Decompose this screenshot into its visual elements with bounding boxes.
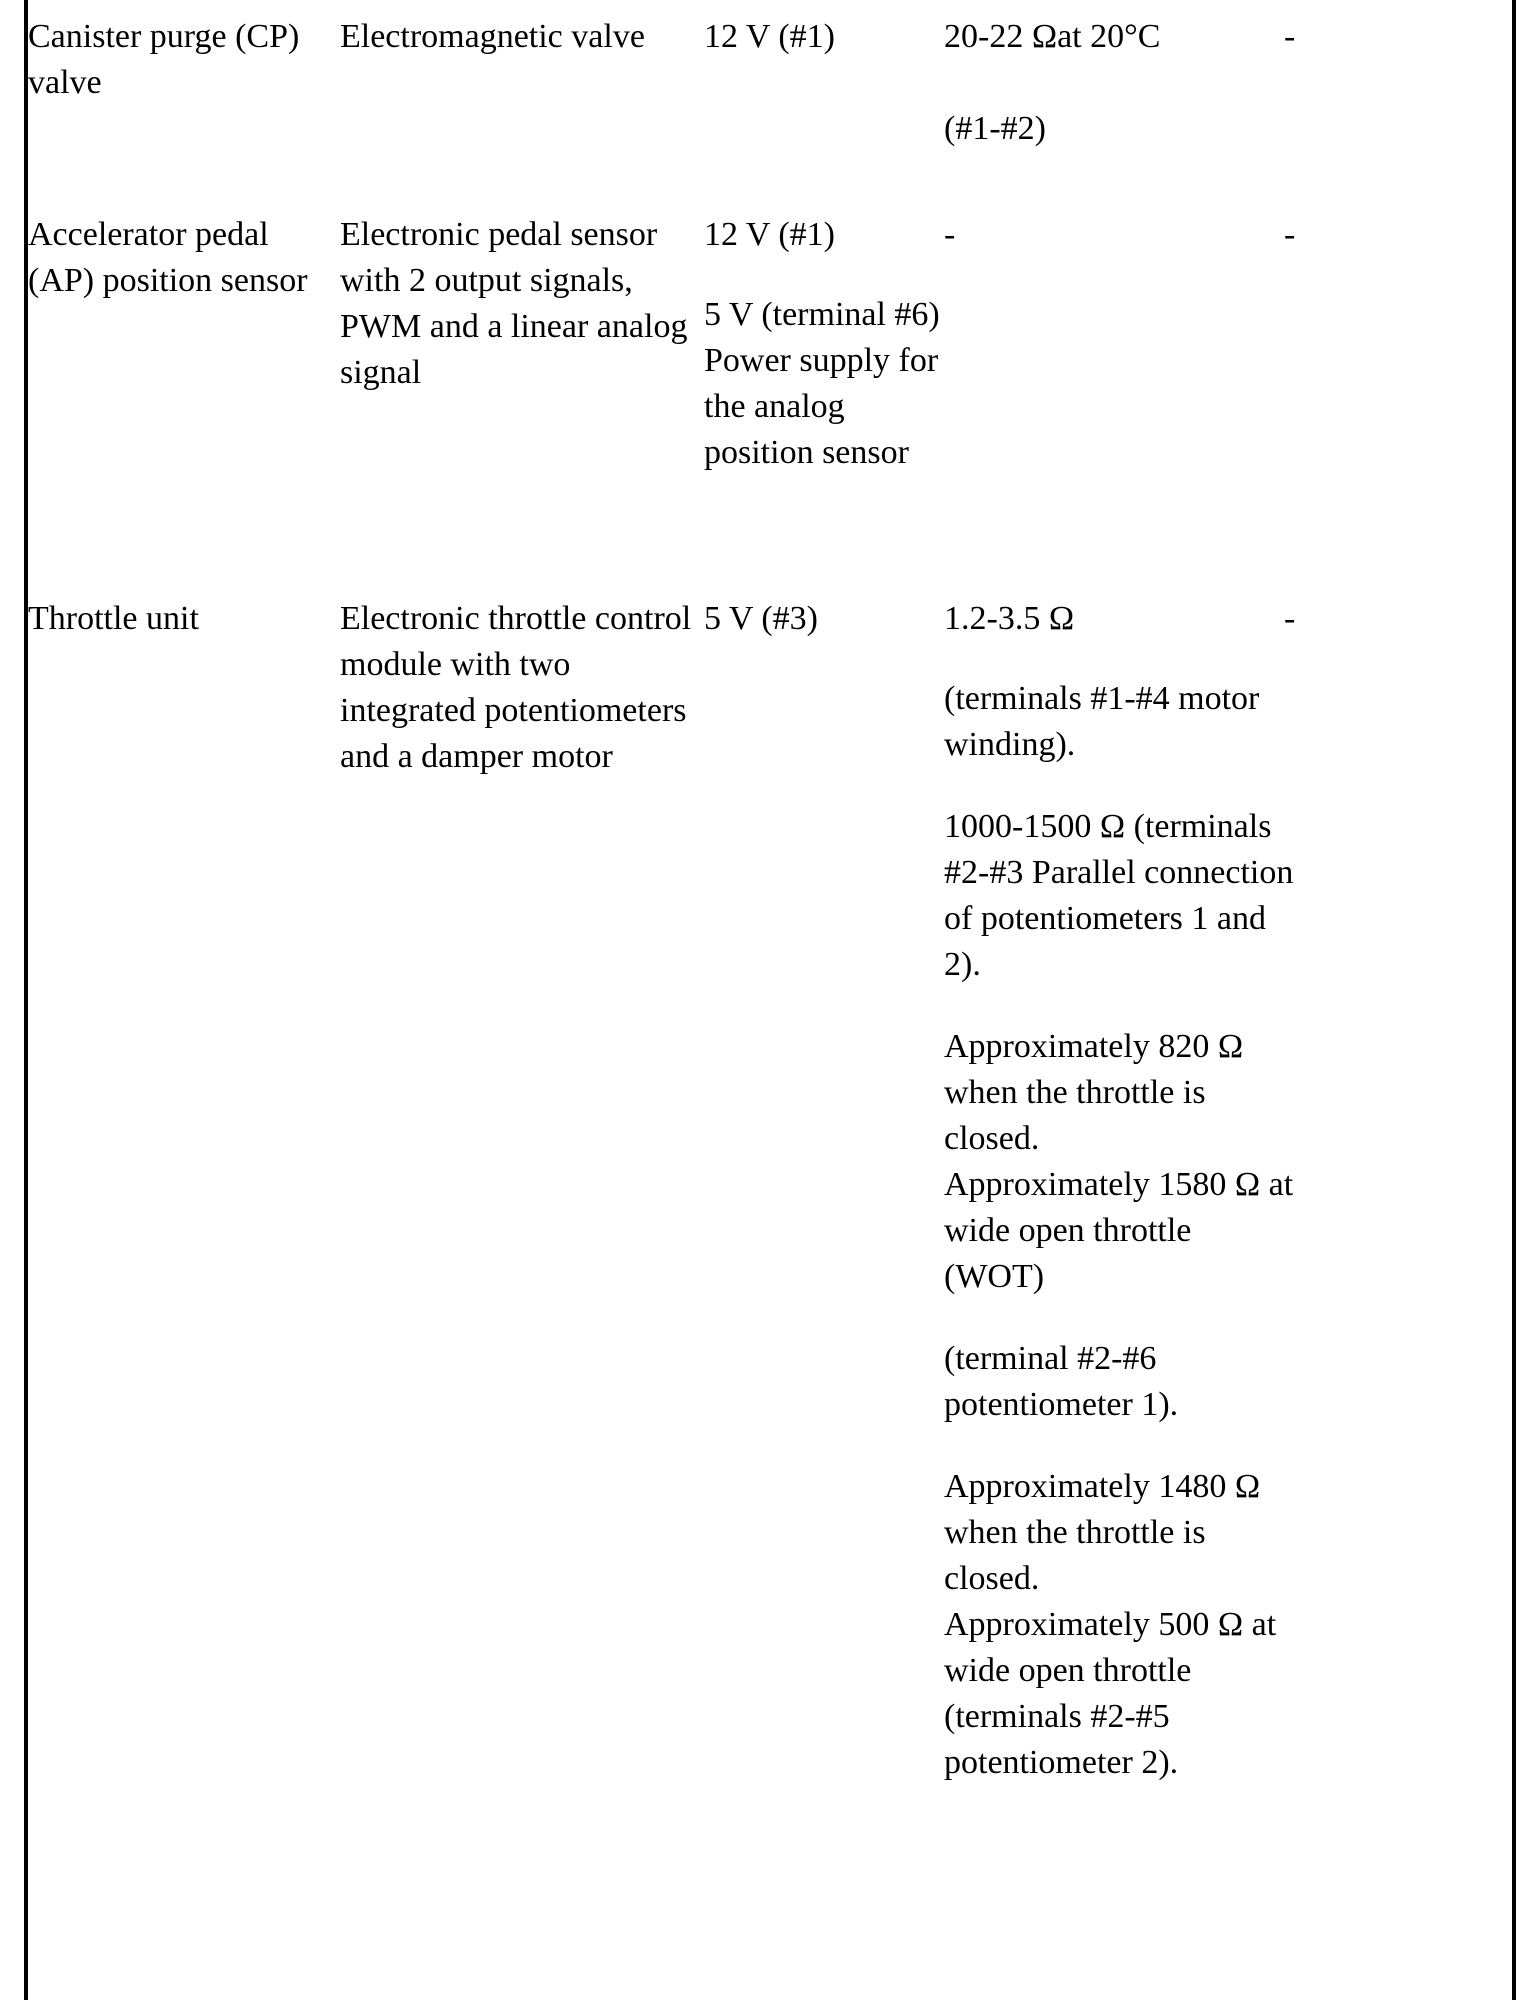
row-canister-purge-resistance [944,14,1294,152]
resistance-line: (terminals #1-#4 motor winding). [944,680,1260,763]
row-accelerator-pedal-note: - [1284,216,1296,253]
row-throttle-unit-name: Throttle unit [28,600,199,637]
resistance-line: Approximately 820 Ω when the throttle is closed. [944,1028,1244,1157]
table-right-border [1512,0,1516,2000]
voltage-line: 5 V (terminal #6) Power supply for the analog position sensor [704,296,940,471]
resistance-line: 1000-1500 Ω (terminals #2-#3 Parallel connection of potentiometers 1 and 2). [944,808,1294,983]
row-accelerator-pedal-type: Electronic pedal sensor with 2 output signals, PWM and a linear analog signal [340,216,688,391]
row-throttle-unit-note: - [1284,600,1296,637]
resistance-line: Approximately 1480 Ω when the throttle is closed. [944,1468,1261,1597]
resistance-line: Approximately 1580 Ω at wide open throttle (WOT) [944,1166,1294,1295]
row-canister-purge-type: Electromagnetic valve [340,18,645,55]
voltage-line: 12 V (#1) [704,18,835,55]
row-throttle-unit-type: Electronic throttle control module with two integrated potentiometers and a damper motor [340,600,692,775]
resistance-line: 1.2-3.5 Ω [944,600,1075,637]
voltage-line: 5 V (#3) [704,600,818,637]
row-canister-purge-voltage [704,14,940,60]
row-canister-purge-note: - [1284,18,1296,55]
resistance-line: - [944,216,956,253]
row-accelerator-pedal-resistance [944,212,1294,258]
row-throttle-unit-voltage [704,596,940,642]
resistance-line: (terminal #2-#6 potentiometer 1). [944,1340,1179,1423]
row-throttle-unit-resistance [944,596,1294,1786]
row-accelerator-pedal-voltage [704,212,940,476]
row-canister-purge-name: Canister purge (CP) valve [28,18,300,101]
voltage-line: 12 V (#1) [704,216,835,253]
resistance-line: 20-22 Ωat 20°C [944,18,1161,55]
resistance-line: Approximately 500 Ω at wide open throttle (terminals #2-#5 potentiometer 2). [944,1606,1277,1781]
resistance-line: (#1-#2) [944,110,1046,147]
row-accelerator-pedal-name: Accelerator pedal (AP) position sensor [28,216,308,299]
